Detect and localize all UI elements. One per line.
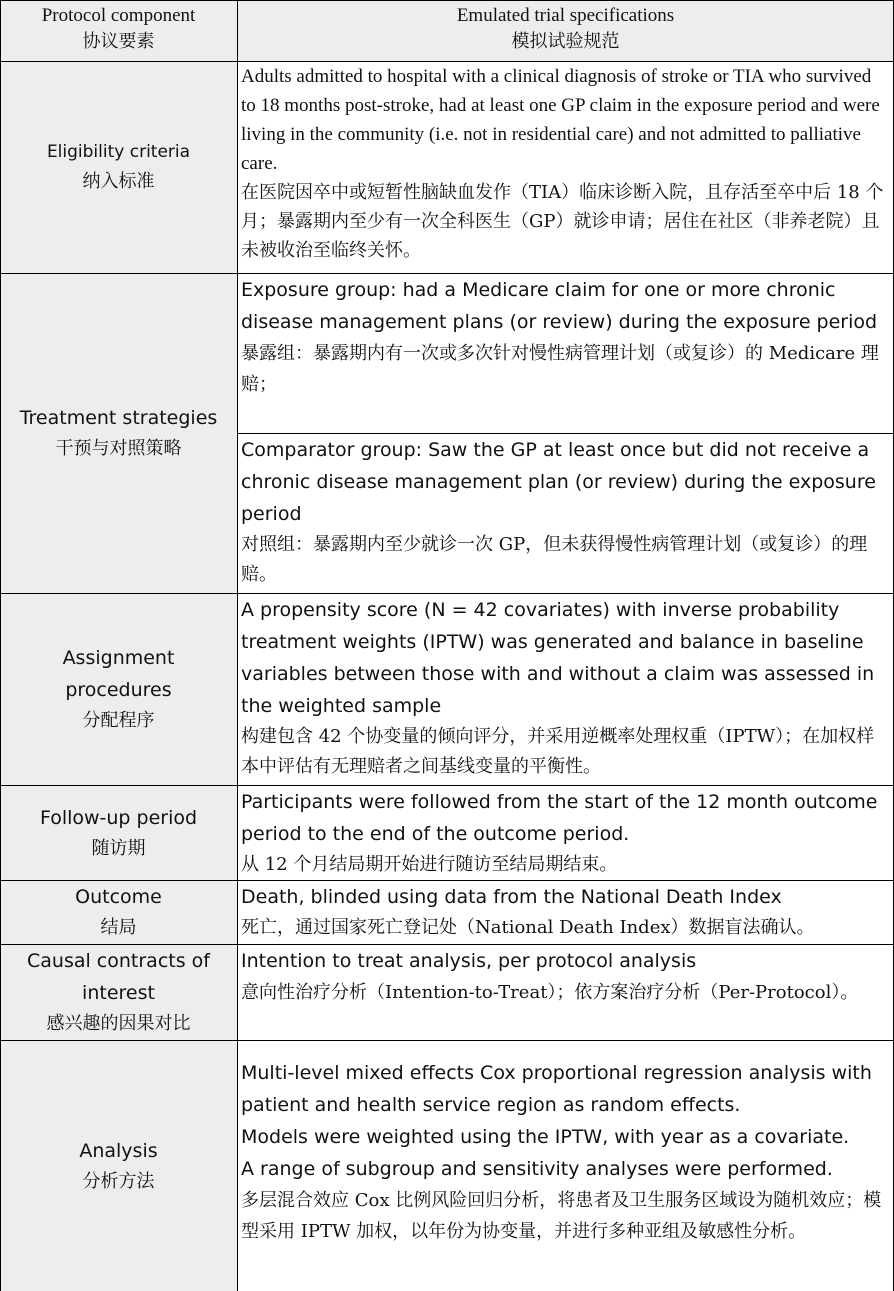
header-col2 bbox=[237, 0, 894, 61]
treatment-label-en: Treatment strategies bbox=[19, 407, 218, 429]
header-col1 bbox=[0, 0, 237, 61]
analysis-text-cell bbox=[237, 1040, 894, 1291]
analysis-text-en-3: A range of subgroup and sensitivity analyses were performed. bbox=[241, 1158, 833, 1180]
followup-label-cell bbox=[0, 785, 237, 880]
eligibility-text-cell bbox=[237, 61, 894, 273]
header-col1-zh: 协议要素 bbox=[82, 31, 155, 52]
followup-text-cell bbox=[237, 785, 894, 880]
causal-label-cell bbox=[0, 944, 237, 1040]
assignment-label-zh: 分配程序 bbox=[82, 710, 155, 731]
causal-label-en-2: interest bbox=[82, 982, 155, 1004]
grid-line-outcome bbox=[0, 944, 894, 945]
grid-line-causal bbox=[0, 1040, 894, 1041]
grid-line-exposure bbox=[237, 433, 894, 434]
analysis-label-cell bbox=[0, 1040, 237, 1291]
analysis-label-zh: 分析方法 bbox=[82, 1170, 155, 1192]
eligibility-label-cell bbox=[0, 61, 237, 273]
assignment-text-zh: 构建包含 42 个协变量的倾向评分，并采用逆概率处理权重（IPTW）；在加权样本中评估有无理赔者之间基线变量的平衡性。 bbox=[241, 726, 875, 777]
header-col2-en: Emulated trial specifications bbox=[456, 5, 675, 26]
treatment-label-zh: 干预与对照策略 bbox=[55, 438, 182, 459]
causal-label-en-1: Causal contracts of bbox=[27, 950, 210, 972]
outcome-text-cell bbox=[237, 880, 894, 944]
exposure-text-zh: 暴露组：暴露期内有一次或多次针对慢性病管理计划（或复诊）的 Medicare 理赔； bbox=[241, 343, 879, 395]
outcome-text-en: Death, blinded using data from the National Death Index bbox=[241, 886, 782, 908]
grid-line-assignment bbox=[0, 785, 894, 786]
outcome-label-en: Outcome bbox=[75, 886, 162, 908]
causal-label-zh: 感兴趣的因果对比 bbox=[46, 1013, 191, 1034]
exposure-text-cell bbox=[237, 273, 894, 433]
analysis-label-en: Analysis bbox=[79, 1139, 158, 1162]
header-col2-zh: 模拟试验规范 bbox=[511, 31, 620, 52]
grid-line-middle bbox=[237, 0, 238, 1291]
grid-line-eligibility bbox=[0, 273, 894, 274]
causal-text-en: Intention to treat analysis, per protocol analysis bbox=[241, 950, 697, 972]
grid-line-left bbox=[0, 0, 1, 1291]
followup-label-zh: 随访期 bbox=[91, 837, 146, 859]
eligibility-text-zh: 在医院因卒中或短暂性脑缺血发作（TIA）临床诊断入院，且存活至卒中后 18 个月；暴露期内至少有一次全科医生（GP）就诊申请；居住在社区（非养老院）且未被收治至临终关怀。 bbox=[241, 182, 884, 261]
grid-line-followup bbox=[0, 880, 894, 881]
eligibility-label-en: Eligibility criteria bbox=[46, 142, 191, 162]
assignment-label-en-2: procedures bbox=[65, 679, 172, 701]
analysis-text-zh: 多层混合效应 Cox 比例风险回归分析，将患者及卫生服务区域设为随机效应；模型采用 IPTW 加权，以年份为协变量，并进行多种亚组及敏感性分析。 bbox=[241, 1190, 882, 1242]
grid-line-treatment bbox=[0, 593, 894, 594]
outcome-text-zh: 死亡，通过国家死亡登记处（National Death Index）数据盲法确认。 bbox=[241, 917, 815, 938]
grid-line-header bbox=[0, 61, 894, 62]
causal-text-zh: 意向性治疗分析（Intention-to-Treat）；依方案治疗分析（Per-Protocol）。 bbox=[241, 982, 859, 1003]
comparator-text-zh: 对照组：暴露期内至少就诊一次 GP，但未获得慢性病管理计划（或复诊）的理赔。 bbox=[241, 534, 868, 585]
analysis-text-en-2: Models were weighted using the IPTW, with year as a covariate. bbox=[241, 1126, 850, 1148]
assignment-text-en: A propensity score (N = 42 covariates) with inverse probability treatment weights (IPTW) was generated and balance in baseline variables between those with and without a claim was assessed in the weighted sample bbox=[241, 599, 875, 717]
assignment-text-cell bbox=[237, 593, 894, 785]
analysis-text-en-1: Multi-level mixed effects Cox proportional regression analysis with patient and health service region as random effects. bbox=[241, 1062, 872, 1116]
eligibility-text-en: Adults admitted to hospital with a clinical diagnosis of stroke or TIA who survived to 18 months post-stroke, had at least one GP claim in the exposure period and were living in the community (i.e. not in residential care) and not admitted to palliative care. bbox=[241, 66, 880, 174]
followup-text-zh: 从 12 个月结局期开始进行随访至结局期结束。 bbox=[241, 854, 618, 875]
comparator-text-cell bbox=[237, 433, 894, 593]
assignment-label-cell bbox=[0, 593, 237, 785]
header-col1-en: Protocol component bbox=[41, 5, 196, 26]
comparator-text-en: Comparator group: Saw the GP at least once but did not receive a chronic disease management plan (or review) during the exposure period bbox=[241, 439, 876, 525]
assignment-label-en-1: Assignment bbox=[62, 647, 175, 669]
outcome-label-zh: 结局 bbox=[100, 917, 137, 938]
grid-line-top bbox=[0, 0, 894, 1]
exposure-text-en: Exposure group: had a Medicare claim for one or more chronic disease management plans (or review) during the exposure period bbox=[241, 279, 878, 333]
followup-label-en: Follow-up period bbox=[39, 806, 198, 829]
outcome-label-cell bbox=[0, 880, 237, 944]
followup-text-en: Participants were followed from the start of the 12 month outcome period to the end of the outcome period. bbox=[241, 791, 878, 845]
eligibility-label-zh: 纳入标准 bbox=[82, 171, 155, 192]
causal-text-cell bbox=[237, 944, 894, 1040]
treatment-label-cell bbox=[0, 273, 237, 593]
